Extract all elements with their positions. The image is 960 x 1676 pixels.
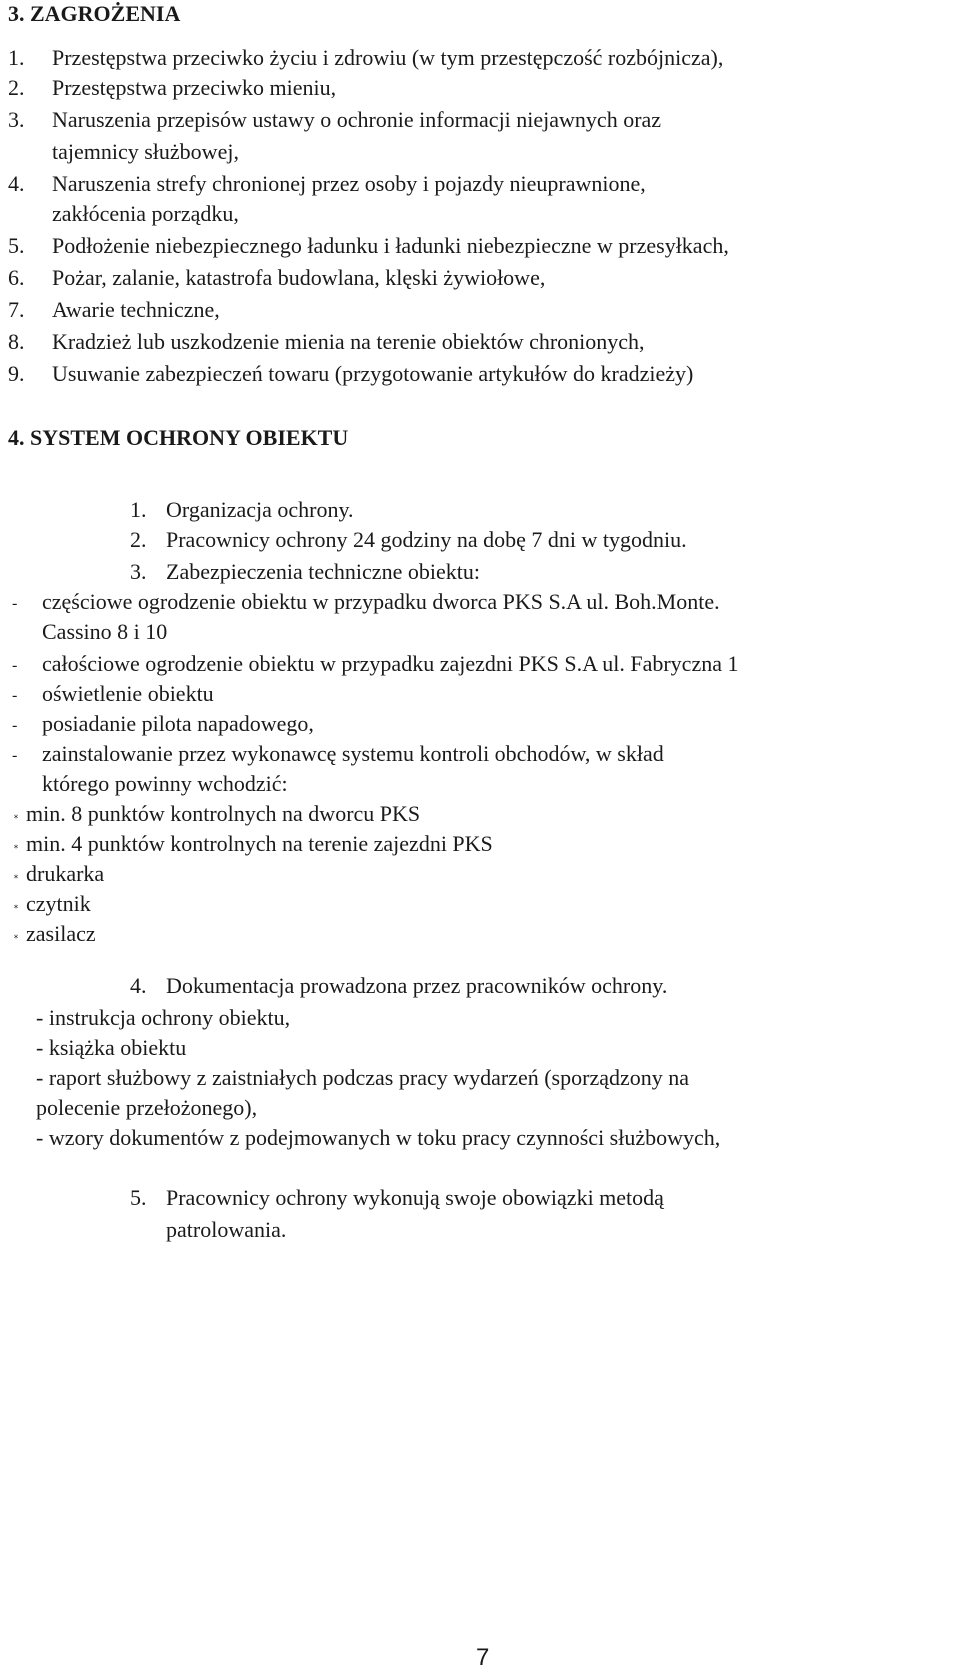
documentation-title: Dokumentacja prowadzona przez pracowników ochrony. [166,973,668,998]
security-measure-3: oświetlenie obiektu [42,681,214,706]
security-measure-2: całościowe ogrodzenie obiektu w przypadku zajezdni PKS S.A ul. Fabryczna 1 [42,651,739,676]
documentation-item-2: - książka obiektu [36,1035,187,1060]
star-bullet-icon: * [13,934,19,944]
star-bullet-icon: * [13,844,19,854]
threat-1-text: Przestępstwa przeciwko życiu i zdrowiu (w tym przestępczość rozbójnicza), [52,45,724,70]
security-measure-5-line-1: zainstalowanie przez wykonawcę systemu kontroli obchodów, w skład [42,741,664,766]
page-number: 7 [476,1644,490,1671]
system-component-4: czytnik [26,891,91,916]
dash-marker-4: - [12,717,18,734]
star-bullet-icon: * [13,904,19,914]
star-bullet-icon: * [13,814,19,824]
section-4-heading: 4. SYSTEM OCHRONY OBIEKTU [8,425,349,450]
threat-5-number: 5. [8,233,25,258]
system-item-2-text: Pracownicy ochrony 24 godziny na dobę 7 dni w tygodniu. [166,527,687,552]
system-item-3-number: 3. [130,559,147,584]
threat-1-number: 1. [8,45,25,70]
star-bullet-icon: * [13,874,19,884]
system-component-3: drukarka [26,861,105,886]
security-measure-5-line-2: którego powinny wchodzić: [42,771,288,796]
system-component-5: zasilacz [26,921,96,946]
security-measure-1-line-1: częściowe ogrodzenie obiektu w przypadku dworca PKS S.A ul. Boh.Monte. [42,589,720,614]
section-3-heading: 3. ZAGROŻENIA [8,1,181,26]
threat-4-text-line-2: zakłócenia porządku, [52,201,239,226]
dash-marker-2: - [12,657,18,674]
threat-2-text: Przestępstwa przeciwko mieniu, [52,75,337,100]
threat-3-number: 3. [8,107,25,132]
documentation-number: 4. [130,973,147,998]
dash-marker-5: - [12,747,18,764]
documentation-item-1: - instrukcja ochrony obiektu, [36,1005,291,1030]
threat-6-number: 6. [8,265,25,290]
threat-2-number: 2. [8,75,25,100]
threat-7-number: 7. [8,297,25,322]
system-item-3-text: Zabezpieczenia techniczne obiektu: [166,559,480,584]
system-component-2: min. 4 punktów kontrolnych na terenie zajezdni PKS [26,831,493,856]
patrol-number: 5. [130,1185,147,1210]
system-item-2-number: 2. [130,527,147,552]
documentation-item-4: - wzory dokumentów z podejmowanych w toku pracy czynności służbowych, [36,1125,721,1150]
dash-marker-3: - [12,687,18,704]
system-component-1: min. 8 punktów kontrolnych na dworcu PKS [26,801,421,826]
threat-8-number: 8. [8,329,25,354]
security-measure-1-line-2: Cassino 8 i 10 [42,619,168,644]
security-measure-4: posiadanie pilota napadowego, [42,711,314,736]
threat-3-text-line-1: Naruszenia przepisów ustawy o ochronie informacji niejawnych oraz [52,107,662,132]
threat-7-text: Awarie techniczne, [52,297,220,322]
patrol-text-line-1: Pracownicy ochrony wykonują swoje obowiązki metodą [166,1185,664,1210]
threat-4-text-line-1: Naruszenia strefy chronionej przez osoby i pojazdy nieuprawnione, [52,171,646,196]
dash-marker-1: - [12,595,18,612]
threat-5-text: Podłożenie niebezpiecznego ładunku i ładunki niebezpieczne w przesyłkach, [52,233,729,258]
system-item-1-text: Organizacja ochrony. [166,497,354,522]
threat-9-text: Usuwanie zabezpieczeń towaru (przygotowanie artykułów do kradzieży) [52,361,694,386]
threat-9-number: 9. [8,361,25,386]
documentation-item-3-line-2: polecenie przełożonego), [36,1095,258,1120]
threat-3-text-line-2: tajemnicy służbowej, [52,139,239,164]
system-item-1-number: 1. [130,497,147,522]
threat-4-number: 4. [8,171,25,196]
threat-8-text: Kradzież lub uszkodzenie mienia na terenie obiektów chronionych, [52,329,645,354]
threat-6-text: Pożar, zalanie, katastrofa budowlana, klęski żywiołowe, [52,265,546,290]
patrol-text-line-2: patrolowania. [166,1217,287,1242]
documentation-item-3-line-1: - raport służbowy z zaistniałych podczas pracy wydarzeń (sporządzony na [36,1065,690,1090]
